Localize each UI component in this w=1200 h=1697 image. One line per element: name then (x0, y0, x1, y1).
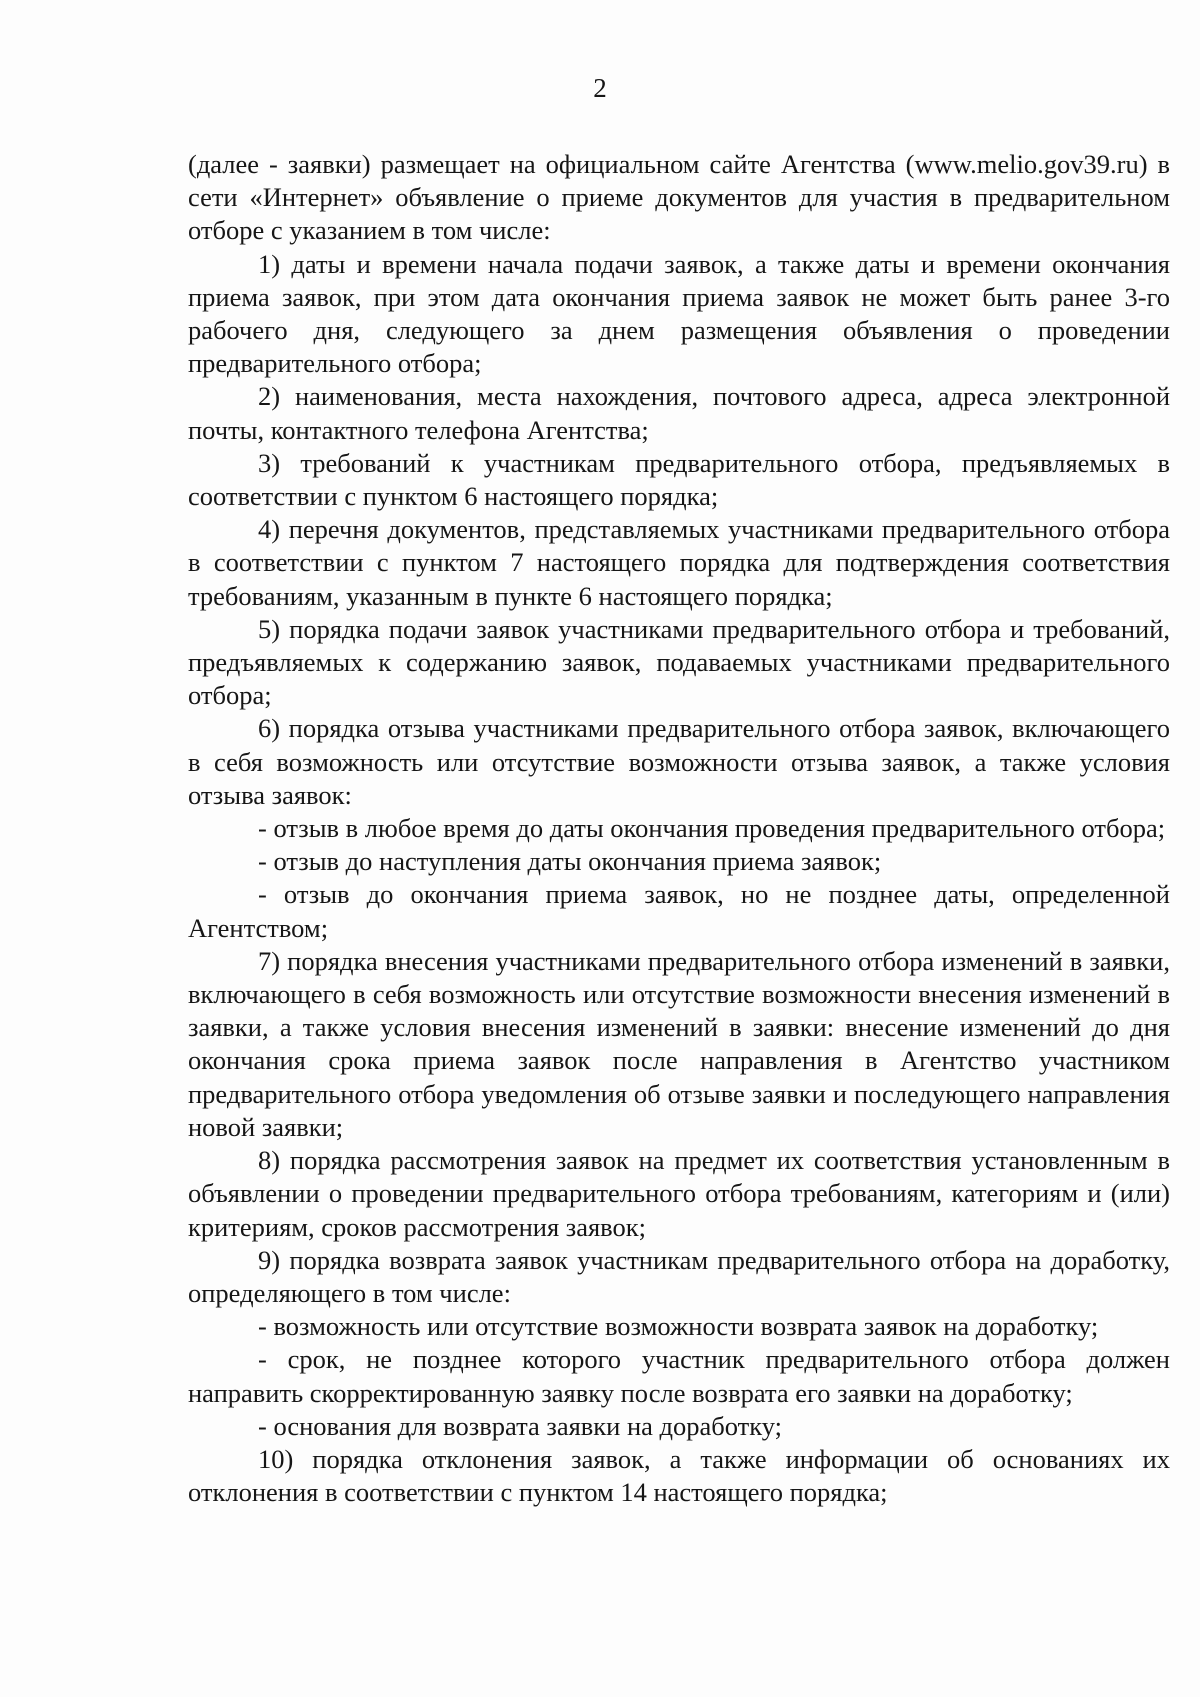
paragraph-item-6-bullet-3: - отзыв до окончания приема заявок, но не позднее даты, определенной Агентством; (188, 879, 1170, 943)
paragraph-item-3: 3) требований к участникам предварительного отбора, предъявляемых в соответствии с пунктом 6 настоящего порядка; (188, 447, 1170, 512)
paragraph-item-6-bullet-1: - отзыв в любое время до даты окончания проведения предварительного отбора; (258, 813, 1166, 844)
paragraph-item-8: 8) порядка рассмотрения заявок на предмет их соответствия установленным в объявлении о проведении предварительного отбора требованиям, категориям и (или) критериям, сроков рассмотрения заявок; (188, 1145, 1170, 1242)
paragraph-item-9-bullet-1: - возможность или отсутствие возможности возврата заявок на доработку; (258, 1311, 1099, 1342)
paragraph-item-6: 6) порядка отзыва участниками предварительного отбора заявок, включающего в себя возможность или отсутствие возможности отзыва заявок, а также условия отзыва заявок: (188, 713, 1170, 810)
paragraph-item-2: 2) наименования, места нахождения, почтового адреса, адреса электронной почты, контактного телефона Агентства; (188, 381, 1170, 445)
paragraph-item-1: 1) даты и времени начала подачи заявок, а также даты и времени окончания приема заявок, при этом дата окончания приема заявок не может быть ранее 3-го рабочего дня, следующего за днем размещения объявления о проведении предварительного отбора; (188, 248, 1170, 379)
paragraph-item-4: 4) перечня документов, представляемых участниками предварительного отбора в соответствии с пунктом 7 настоящего порядка для подтверждения соответствия требованиям, указанным в пункте 6 настоящего порядка; (188, 514, 1170, 611)
paragraph-intro: (далее - заявки) размещает на официальном сайте Агентства (www.melio.gov39.ru) в сети «Интернет» объявление о приеме документов для участия в предварительном отборе с указанием в том числе: (188, 149, 1170, 246)
paragraph-item-10: 10) порядка отклонения заявок, а также информации об основаниях их отклонения в соответствии с пунктом 14 настоящего порядка; (188, 1443, 1170, 1508)
paragraph-item-9-bullet-3: - основания для возврата заявки на доработку; (258, 1410, 783, 1441)
paragraph-item-9: 9) порядка возврата заявок участникам предварительного отбора на доработку, определяющего в том числе: (188, 1244, 1170, 1308)
paragraph-item-7: 7) порядка внесения участниками предварительного отбора изменений в заявки, включающего в себя возможность или отсутствие возможности внесения изменений в заявки, а также условия внесения изменений в заявки: внесение изменений до дня окончания срока приема заявок после направления в Агентство участником предварительного отбора уведомления об отзыве заявки и последующего направления новой заявки; (188, 945, 1170, 1142)
page-number: 2 (593, 73, 607, 103)
document-body (188, 148, 1170, 1509)
paragraph-item-5: 5) порядка подачи заявок участниками предварительного отбора и требований, предъявляемых к содержанию заявок, подаваемых участниками предварительного отбора; (188, 613, 1170, 711)
paragraph-item-9-bullet-2: - срок, не позднее которого участник предварительного отбора должен направить скорректированную заявку после возврата его заявки на доработку; (188, 1344, 1170, 1408)
paragraph-item-6-bullet-2: - отзыв до наступления даты окончания приема заявок; (258, 846, 882, 877)
